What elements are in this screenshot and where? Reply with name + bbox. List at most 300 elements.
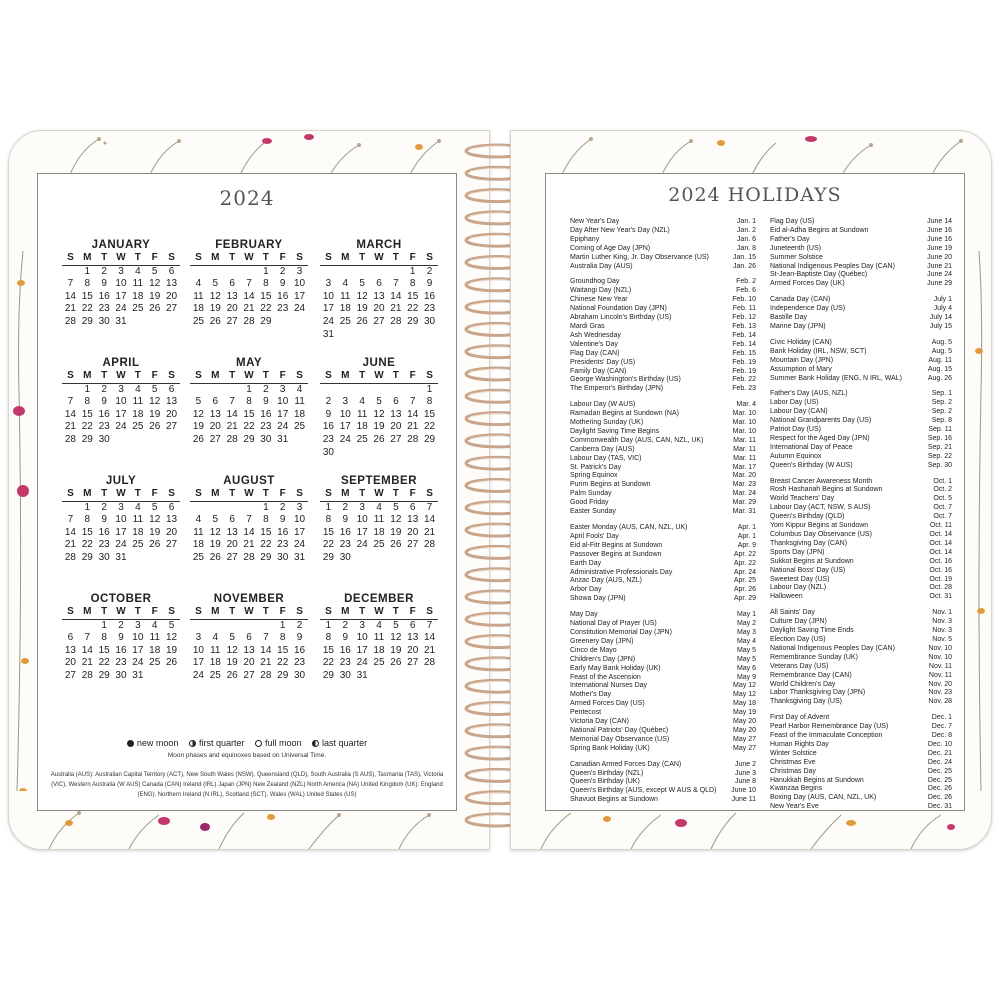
day-cell: 12 [226, 644, 238, 656]
month-may [190, 356, 308, 447]
month-december [320, 592, 438, 683]
day-cell: 9 [296, 632, 303, 644]
weekday-header: S [421, 488, 438, 502]
day-cell: 27 [390, 433, 402, 445]
holiday-row [770, 785, 952, 794]
day-cell: 6 [393, 396, 399, 408]
holiday-row [570, 464, 756, 473]
holiday-date: May 5 [736, 646, 756, 654]
holiday-row [770, 218, 952, 227]
day-cell: 11 [193, 290, 204, 302]
holiday-name: Patriot Day (US) [770, 426, 821, 434]
holiday-date: May 18 [733, 700, 756, 708]
day-cell: 15 [277, 644, 289, 656]
day-cell: 12 [166, 632, 178, 644]
holiday-name: Bastille Day [770, 314, 807, 322]
holiday-name: Victoria Day (CAN) [570, 718, 629, 726]
holiday-date: Jan. 8 [736, 244, 756, 252]
month-name: SEPTEMBER [340, 475, 418, 487]
holiday-date: Dec. 8 [931, 732, 952, 740]
empty-cell [79, 620, 96, 633]
holiday-row [770, 435, 952, 444]
month-name: DECEMBER [344, 593, 414, 605]
holiday-name: Coming of Age Day (JPN) [570, 244, 651, 252]
holiday-name: Epiphany [570, 235, 600, 243]
holiday-date: Oct. 19 [929, 575, 952, 583]
weekday-header: T [354, 252, 371, 266]
day-cell: 23 [260, 421, 272, 433]
holiday-row [770, 759, 952, 768]
holiday-group [770, 609, 952, 707]
day-cell: 1 [263, 265, 269, 277]
holiday-date: Sep. 30 [927, 461, 952, 469]
day-cell: 8 [263, 514, 269, 526]
day-cell: 16 [339, 644, 351, 656]
holiday-row [570, 682, 756, 691]
day-cell: 25 [209, 669, 221, 681]
day-cell: 17 [277, 408, 289, 420]
holiday-date: Oct. 31 [929, 593, 952, 601]
holiday-row [770, 227, 952, 236]
day-cell: 11 [193, 526, 204, 538]
day-cell: 18 [209, 657, 221, 669]
holiday-name: New Year's Day [570, 218, 620, 225]
holiday-row [770, 339, 952, 348]
holiday-date: Dec. 21 [927, 749, 952, 757]
holiday-name: Pearl Harbor Remembrance Day (US) [770, 723, 889, 731]
day-cell: 23 [322, 433, 334, 445]
weekday-header: F [404, 488, 421, 502]
holiday-name: Mother's Day [570, 691, 612, 699]
weekday-header: M [337, 252, 354, 266]
day-cell: 13 [407, 514, 419, 526]
day-cell: 19 [149, 408, 161, 420]
holiday-row [570, 437, 756, 446]
holiday-name: Labor Day (US) [770, 399, 819, 407]
day-cell: 15 [424, 408, 436, 420]
day-cell: 24 [132, 657, 144, 669]
weekday-header: S [163, 488, 180, 502]
weekday-header: W [371, 370, 388, 384]
day-cell: 16 [98, 526, 110, 538]
holiday-date: Feb. 14 [732, 340, 756, 348]
weekday-header: S [421, 606, 438, 620]
day-cell: 26 [192, 433, 204, 445]
day-cell: 8 [101, 632, 107, 644]
day-cell: 13 [390, 408, 402, 420]
holiday-date: May 12 [733, 691, 756, 699]
day-cell: 9 [279, 278, 286, 290]
day-cell: 30 [98, 433, 110, 445]
empty-cell [354, 266, 371, 279]
day-cell: 11 [132, 278, 144, 290]
holiday-row [570, 428, 756, 437]
holiday-date: Oct. 16 [929, 566, 952, 574]
holiday-date: Apr. 9 [737, 541, 756, 549]
holiday-name: Children's Day (JPN) [570, 655, 636, 663]
weekday-header: S [320, 370, 337, 384]
weekday-header: M [207, 606, 224, 620]
holiday-name: Juneteenth (US) [770, 244, 821, 252]
day-cell: 10 [115, 396, 127, 408]
last-quarter-icon [312, 740, 319, 747]
day-cell: 23 [277, 303, 289, 315]
month-november [190, 592, 308, 683]
day-cell: 6 [168, 265, 175, 277]
holiday-row [770, 672, 952, 681]
weekday-header: T [224, 606, 241, 620]
day-cell: 11 [149, 632, 160, 644]
day-cell: 22 [424, 421, 436, 433]
day-cell: 6 [229, 514, 235, 526]
day-cell: 4 [195, 514, 202, 526]
day-cell: 27 [166, 303, 178, 315]
holiday-name: Canberra Day (AUS) [570, 445, 635, 453]
day-cell: 18 [373, 644, 385, 656]
day-cell: 12 [209, 290, 221, 302]
day-cell: 23 [98, 421, 110, 433]
day-cell: 27 [209, 433, 221, 445]
day-cell: 3 [342, 396, 349, 408]
day-cell: 3 [118, 265, 124, 277]
holiday-date: Feb. 15 [732, 349, 756, 357]
day-cell: 3 [359, 501, 365, 513]
day-cell: 12 [356, 290, 368, 302]
day-cell: 26 [149, 539, 161, 551]
day-cell: 7 [229, 396, 235, 408]
day-cell: 8 [84, 396, 91, 408]
weekday-header: T [387, 252, 404, 266]
month-october [62, 592, 180, 683]
holiday-date: Feb. 10 [732, 296, 756, 304]
day-cell: 26 [166, 657, 178, 669]
day-cell: 20 [166, 408, 178, 420]
day-cell: 28 [226, 433, 238, 445]
day-cell: 6 [168, 383, 175, 395]
holiday-row [570, 341, 756, 350]
day-cell: 18 [356, 421, 368, 433]
holiday-name: Remembrance Sunday (UK) [770, 653, 858, 661]
month-days [190, 606, 308, 683]
day-cell: 8 [84, 514, 91, 526]
day-cell: 31 [277, 433, 289, 445]
holiday-row [770, 417, 952, 426]
holiday-name: All Saints' Day [770, 609, 815, 617]
day-cell: 10 [115, 514, 127, 526]
weekday-header: T [129, 252, 146, 266]
holiday-name: Anzac Day (AUS, NZL) [570, 577, 642, 585]
holiday-date: Aug. 5 [931, 347, 952, 355]
holiday-name: Rosh Hashanah Begins at Sundown [770, 486, 883, 494]
holiday-date: Mar. 11 [733, 436, 756, 444]
holiday-name: Daylight Saving Time Begins [570, 427, 660, 435]
holiday-name: Assumption of Mary [770, 365, 832, 373]
holiday-row [570, 745, 756, 754]
holiday-date: Oct. 7 [933, 504, 952, 512]
empty-cell [207, 266, 224, 279]
holiday-group [570, 611, 756, 754]
day-cell: 31 [132, 669, 144, 681]
day-cell: 14 [81, 644, 93, 656]
day-cell: 24 [356, 657, 368, 669]
day-cell: 5 [168, 619, 175, 631]
weekday-header: S [421, 370, 438, 384]
holiday-name: Labour Day (NZL) [770, 584, 827, 592]
holiday-row [770, 636, 952, 645]
day-cell: 7 [67, 278, 74, 290]
empty-cell [371, 266, 388, 279]
holiday-row [570, 787, 756, 796]
holiday-name: Summer Solstice [770, 253, 823, 261]
day-cell: 3 [296, 501, 303, 513]
weekday-header: S [320, 606, 337, 620]
day-cell: 10 [294, 514, 306, 526]
holiday-name: Groundhog Day [570, 278, 620, 286]
day-cell: 10 [192, 644, 204, 656]
day-cell: 29 [81, 433, 93, 445]
day-cell: 9 [342, 514, 349, 526]
holiday-name: Purim Begins at Sundown [570, 481, 651, 489]
day-cell: 24 [115, 303, 127, 315]
holiday-date: Jan. 15 [733, 253, 756, 261]
day-cell: 5 [151, 265, 158, 277]
day-cell: 24 [192, 669, 204, 681]
day-cell: 21 [260, 657, 272, 669]
day-cell: 28 [81, 669, 93, 681]
day-cell: 7 [246, 278, 252, 290]
holiday-row [570, 620, 756, 629]
day-cell: 2 [342, 619, 349, 631]
empty-cell [62, 266, 79, 279]
day-cell: 28 [64, 551, 76, 563]
holiday-row [570, 323, 756, 332]
holiday-name: Canada Day (CAN) [770, 296, 831, 304]
month-april [62, 356, 180, 447]
holiday-name: National Patriots' Day (Québec) [570, 726, 669, 734]
weekday-header: T [96, 488, 113, 502]
weekday-header: F [404, 606, 421, 620]
day-cell: 20 [209, 421, 221, 433]
full-moon-icon [255, 740, 262, 747]
day-cell: 26 [390, 657, 402, 669]
holiday-row [570, 359, 756, 368]
day-cell: 3 [195, 632, 202, 644]
month-name: OCTOBER [90, 593, 152, 605]
holiday-group [770, 714, 952, 812]
day-cell: 7 [67, 514, 74, 526]
weekday-header: M [79, 370, 96, 384]
empty-cell [62, 502, 79, 515]
holiday-date: Sep. 2 [931, 399, 952, 407]
holiday-date: Feb. 2 [736, 278, 756, 286]
holiday-date: Nov. 11 [928, 662, 952, 670]
holiday-name: Hanukkah Begins at Sundown [770, 776, 864, 784]
month-days [190, 488, 308, 565]
holiday-row [770, 522, 952, 531]
weekday-header: S [190, 606, 207, 620]
holiday-row [770, 323, 952, 332]
day-cell: 27 [407, 539, 419, 551]
holiday-date: May 27 [733, 735, 756, 743]
holiday-row [770, 366, 952, 375]
holiday-name: Civic Holiday (CAN) [770, 338, 832, 346]
day-cell: 14 [424, 632, 436, 644]
day-cell: 4 [376, 619, 382, 631]
holiday-name: Father's Day [770, 235, 810, 243]
day-cell: 2 [426, 265, 433, 277]
holiday-date: Oct. 11 [929, 522, 952, 530]
day-cell: 6 [246, 632, 252, 644]
day-cell: 22 [98, 657, 110, 669]
day-cell: 23 [98, 303, 110, 315]
holiday-row [570, 665, 756, 674]
holiday-row [770, 280, 952, 289]
holiday-row [770, 504, 952, 513]
holiday-name: St. Patrick's Day [570, 463, 622, 471]
holiday-name: Columbus Day Observance (US) [770, 531, 872, 538]
day-cell: 26 [209, 551, 221, 563]
holiday-name: Armed Forces Day (UK) [770, 280, 845, 288]
day-cell: 12 [149, 278, 161, 290]
holiday-name: Flag Day (CAN) [570, 349, 620, 357]
weekday-header: F [404, 252, 421, 266]
holiday-row [770, 698, 952, 707]
holiday-row [770, 408, 952, 417]
day-cell: 10 [115, 278, 127, 290]
holiday-name: Commonwealth Day (AUS, CAN, NZL, UK) [570, 436, 704, 444]
holiday-row [770, 296, 952, 305]
holiday-row [570, 595, 756, 604]
day-cell: 21 [424, 644, 436, 656]
day-cell: 18 [373, 526, 385, 538]
day-cell: 8 [84, 278, 91, 290]
holiday-row [770, 558, 952, 567]
holiday-date: June 3 [734, 769, 756, 777]
floral-border-side-left [9, 191, 39, 791]
holiday-row [570, 551, 756, 560]
weekday-header: T [387, 370, 404, 384]
weekday-header: M [79, 252, 96, 266]
empty-cell [354, 384, 371, 397]
day-cell: 21 [243, 539, 255, 551]
month-june [320, 356, 438, 459]
holiday-row [770, 263, 952, 272]
day-cell: 14 [243, 526, 255, 538]
weekday-header: M [337, 488, 354, 502]
holiday-row [570, 629, 756, 638]
holiday-name: Memorial Day Observance (US) [570, 735, 670, 743]
day-cell: 28 [407, 433, 419, 445]
empty-cell [387, 384, 404, 397]
holiday-row [770, 426, 952, 435]
day-cell: 14 [390, 290, 402, 302]
holiday-date: Dec. 26 [927, 785, 952, 793]
holiday-date: July 14 [929, 314, 952, 322]
day-cell: 25 [132, 303, 144, 315]
day-cell: 25 [149, 657, 161, 669]
empty-cell [257, 620, 274, 633]
day-cell: 12 [149, 396, 161, 408]
holiday-date: Jan. 2 [736, 226, 756, 234]
holiday-row [770, 576, 952, 585]
day-cell: 31 [294, 551, 306, 563]
day-cell: 30 [339, 551, 351, 563]
month-february [190, 238, 308, 329]
day-cell: 2 [279, 265, 286, 277]
weekday-header: W [241, 606, 258, 620]
holiday-name: Thanksgiving Day (CAN) [770, 539, 848, 547]
weekday-header: S [62, 488, 79, 502]
empty-cell [337, 384, 354, 397]
holiday-date: July 1 [933, 296, 952, 304]
holiday-name: Passover Begins at Sundown [570, 550, 662, 558]
holiday-name: Waitangi Day (NZL) [570, 287, 632, 295]
day-cell: 16 [424, 290, 436, 302]
holiday-date: June 29 [927, 280, 952, 288]
first-quarter-icon [189, 740, 196, 747]
holiday-row [570, 647, 756, 656]
day-cell: 5 [151, 501, 158, 513]
holiday-date: June 19 [927, 244, 952, 252]
holiday-row [570, 455, 756, 464]
day-cell: 15 [322, 644, 334, 656]
holiday-name: New Year's Eve [770, 803, 819, 811]
month-name: MAY [236, 357, 262, 369]
day-cell: 20 [166, 526, 178, 538]
holiday-row [770, 357, 952, 366]
day-cell: 19 [192, 421, 204, 433]
day-cell: 16 [322, 421, 334, 433]
holiday-date: May 27 [733, 744, 756, 752]
weekday-header: W [113, 370, 130, 384]
holiday-name: Flag Day (US) [770, 218, 815, 225]
weekday-header: F [274, 252, 291, 266]
day-cell: 31 [322, 328, 334, 340]
holidays-title: 2024 HOLIDAYS [668, 184, 842, 206]
holiday-date: June 11 [731, 796, 756, 804]
day-cell: 18 [192, 539, 204, 551]
holiday-date: June 24 [927, 271, 952, 279]
day-cell: 5 [212, 278, 219, 290]
weekday-header: M [337, 370, 354, 384]
holiday-row [770, 567, 952, 576]
day-cell: 10 [322, 290, 334, 302]
month-july [62, 474, 180, 565]
weekday-header: S [320, 488, 337, 502]
day-cell: 14 [64, 526, 76, 538]
day-cell: 17 [115, 290, 127, 302]
holiday-name: Christmas Eve [770, 758, 816, 766]
day-cell: 21 [407, 421, 419, 433]
day-cell: 16 [98, 408, 110, 420]
day-cell: 30 [260, 433, 272, 445]
day-cell: 15 [407, 290, 419, 302]
holiday-name: Mountain Day (JPN) [770, 356, 834, 364]
holiday-column-right [770, 218, 952, 819]
day-cell: 28 [390, 315, 402, 327]
day-cell: 14 [260, 644, 272, 656]
day-cell: 25 [192, 315, 204, 327]
weekday-header: S [190, 488, 207, 502]
day-cell: 13 [243, 644, 255, 656]
day-cell: 25 [132, 539, 144, 551]
day-cell: 7 [426, 501, 433, 513]
holiday-date: Nov. 10 [928, 644, 952, 652]
weekday-header: W [113, 606, 130, 620]
day-cell: 22 [81, 303, 93, 315]
holiday-name: World Teachers' Day [770, 495, 835, 503]
day-cell: 4 [359, 396, 365, 408]
